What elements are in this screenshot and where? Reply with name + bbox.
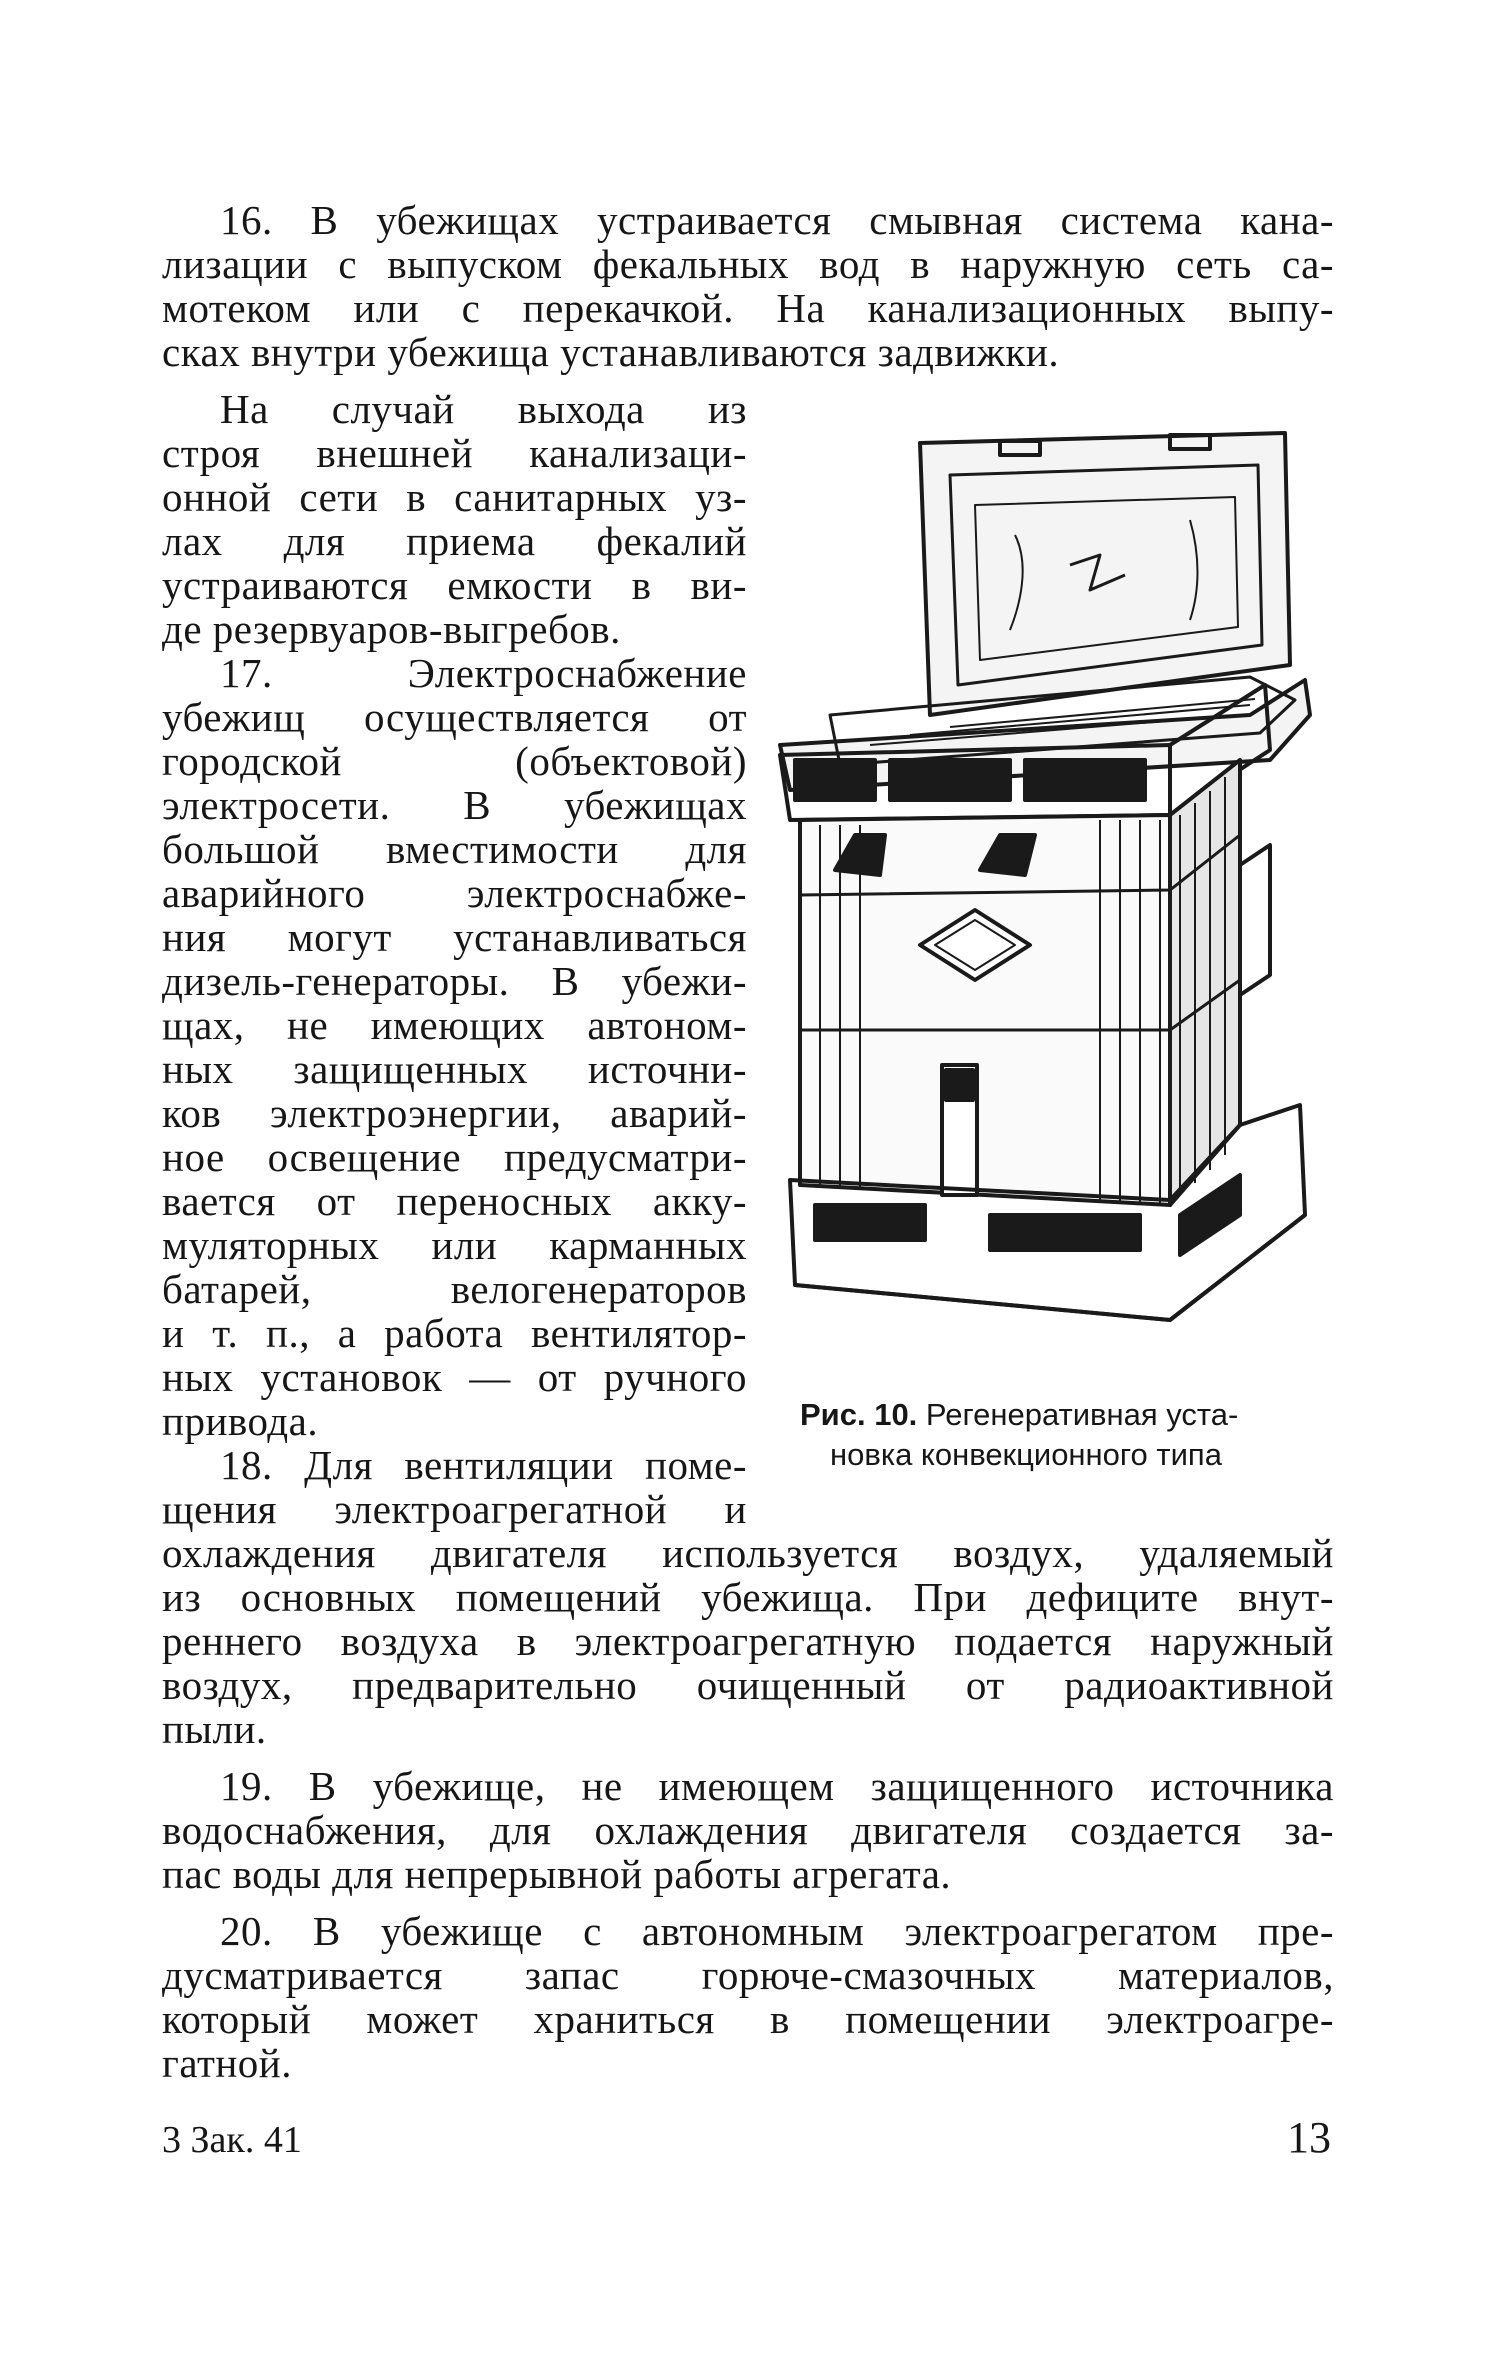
paragraph-17-line: вается от переносных акку- [162,1178,747,1224]
paragraph-17-line: ное освещение предусматри- [162,1134,747,1180]
paragraph-17-line: аварийного электроснабже- [162,870,747,916]
paragraph-19-line: 19. В убежище, не имеющем защищенного источника [220,1763,1334,1809]
paragraph-16-line: 16. В убежищах устраивается смывная система кана- [220,197,1334,243]
paragraph-18-line: реннего воздуха в электроагрегатную подается наружный [162,1618,1334,1664]
paragraph-16-line: мотеком или с перекачкой. На канализационных выпу- [162,285,1334,331]
paragraph-17-line: ков электроэнергии, аварий- [162,1090,747,1136]
paragraph-18-line: пыли. [162,1706,267,1752]
paragraph-17-line: и т. п., а работа вентилятор- [162,1310,747,1356]
paragraph-18-line: щения электроагрегатной и [162,1486,747,1532]
regenerative-unit-illustration [770,415,1330,1375]
paragraph-17-line: ных установок — от ручного [162,1354,747,1400]
paragraph-17-line: электросети. В убежищах [162,782,747,828]
paragraph-17-line: привода. [162,1398,319,1444]
paragraph-16-line: сках внутри убежища устанавливаются задвижки. [162,329,1060,375]
lid [920,433,1290,715]
paragraph-20-line: гатной. [162,2040,293,2086]
paragraph-16b-line: де резервуаров-выгребов. [162,606,621,652]
paragraph-16b-line: На случай выхода из [220,386,747,432]
figure-caption-line: новка конвекционного типа [830,1437,1222,1472]
main-body [800,760,1240,1205]
figure-caption-text: Регенеративная уста- [925,1397,1239,1432]
paragraph-17-line: щах, не имеющих автоном- [162,1002,747,1048]
paragraph-20-line: который может храниться в помещении электроагре- [162,1996,1334,2042]
paragraph-19-line: водоснабжения, для охлаждения двигателя создается за- [162,1807,1334,1853]
figure-caption-label: Рис. 10. [800,1397,918,1432]
paragraph-16-line: лизации с выпуском фекальных вод в наружную сеть са- [162,241,1334,287]
figure-caption-line [800,1395,1340,1435]
paragraph-17-line: 17. Электроснабжение [220,650,747,696]
page-number: 13 [1287,2113,1331,2162]
paragraph-17-line: муляторных или карманных [162,1222,747,1268]
paragraph-20-line: 20. В убежище с автономным электроагрегатом пре- [220,1908,1334,1954]
paragraph-19-line: пас воды для непрерывной работы агрегата. [162,1851,952,1897]
paragraph-18-line: 18. Для вентиляции поме- [220,1442,747,1488]
paragraph-17-line: ных защищенных источни- [162,1046,747,1092]
paragraph-16b-line: устраиваются емкости в ви- [162,562,747,608]
paragraph-20-line: дусматривается запас горюче-смазочных материалов, [162,1952,1334,1998]
paragraph-17-line: дизель-генераторы. В убежи- [162,958,747,1004]
paragraph-16b-line: строя внешней канализаци- [162,430,747,476]
paragraph-17-line: ния могут устанавливаться [162,914,747,960]
paragraph-17-line: большой вместимости для [162,826,747,872]
footer-signature-mark: 3 Зак. 41 [162,2119,302,2161]
paragraph-17-line: городской (объектовой) [162,738,747,784]
paragraph-16b-line: лах для приема фекалий [162,518,747,564]
paragraph-17-line: батарей, велогенераторов [162,1266,747,1312]
paragraph-17-line: убежищ осуществляется от [162,694,747,740]
paragraph-18-line: из основных помещений убежища. При дефиците внут- [162,1574,1334,1620]
paragraph-16b-line: онной сети в санитарных уз- [162,474,747,520]
paragraph-18-line: воздух, предварительно очищенный от радиоактивной [162,1662,1334,1708]
paragraph-18-line: охлаждения двигателя используется воздух, удаляемый [162,1530,1334,1576]
